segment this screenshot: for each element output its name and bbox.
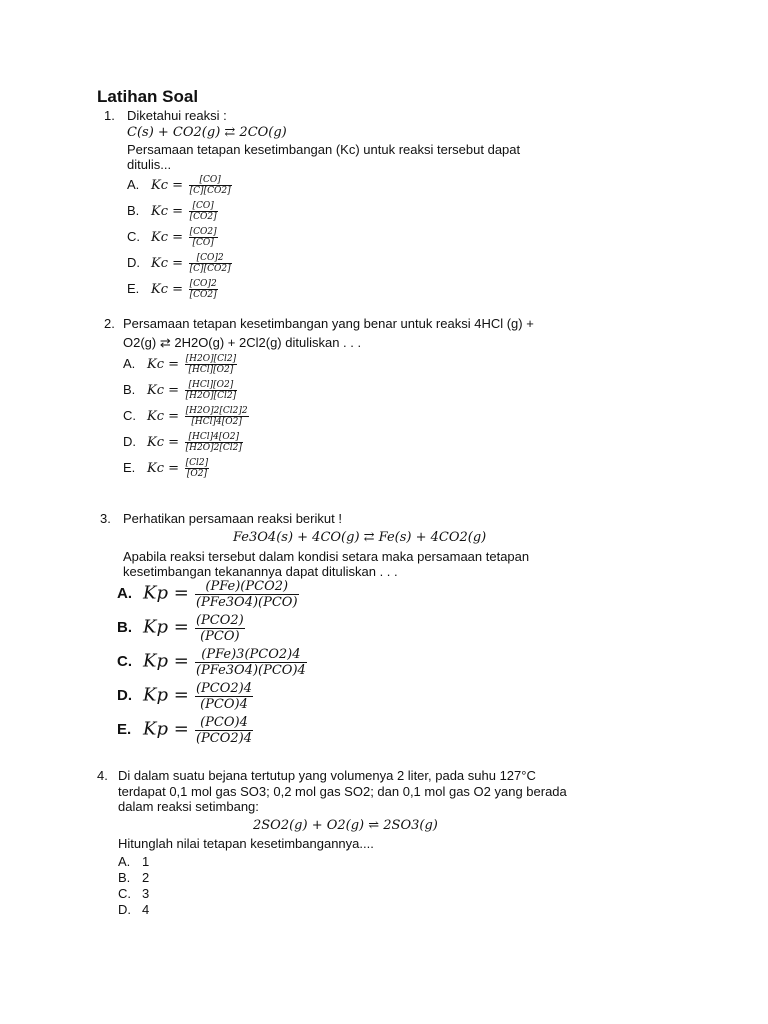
option-b[interactable]: B. Kp = $\frac{\text{(PCO2)}}{\text{(PCO)}}$ bbox=[117, 613, 244, 644]
question-number: 1. bbox=[104, 108, 115, 123]
reaction-equation: Fe3O4(s) + 4CO(g) ⇄ Fe(s) + 4CO2(g) bbox=[233, 530, 487, 545]
reaction-equation: C(s) + CO2(g) ⇄ 2CO(g) bbox=[127, 125, 287, 140]
question-prompt: Hitunglah nilai tetapan kesetimbangannya.... bbox=[118, 836, 374, 851]
fraction: $\frac{[CO]2}{[CO2]}$ bbox=[189, 279, 217, 300]
question-text: Di dalam suatu bejana tertutup yang volumenya 2 liter, pada suhu 127°C bbox=[118, 768, 536, 783]
question-prompt-cont: ditulis... bbox=[127, 157, 172, 172]
option-c[interactable]: C. Kp = $\frac{\text{(PFe)3(PCO2)4}}{\text{(PFe3O4)(PCO)4}}$ bbox=[117, 647, 306, 678]
question-text-cont: kesetimbangan tekanannya dapat dituliskan . . . bbox=[123, 564, 398, 579]
question-4 bbox=[97, 768, 587, 918]
option-d[interactable]: D. Kc = $\frac{[CO]2}{[C][CO2]}$ bbox=[127, 253, 231, 274]
option-b[interactable]: B. Kc = $\frac{[CO]}{[CO2]}$ bbox=[127, 201, 217, 222]
fraction: $\frac{\text{[HCl][O2]}}{[H2O][Cl2]}$ bbox=[185, 380, 237, 401]
question-intro: Diketahui reaksi : bbox=[127, 108, 227, 123]
question-text-cont: dalam reaksi setimbang: bbox=[118, 799, 259, 814]
fraction: $\frac{\text{(PFe)3(PCO2)4}}{\text{(PFe3O4)(PCO)4}}$ bbox=[195, 647, 306, 678]
fraction: $\frac{\text{(PCO2)}}{\text{(PCO)}}$ bbox=[195, 613, 244, 644]
option-e[interactable]: E. Kc = $\frac{[CO]2}{[CO2]}$ bbox=[127, 279, 217, 300]
fraction: $\frac{[H2O]2[Cl2]2}{\text{[HCl]4[O2]}}$ bbox=[185, 406, 248, 427]
fraction: $\frac{\text{(PCO)4}}{\text{(PCO2)4}}$ bbox=[195, 715, 252, 746]
question-number: 3. bbox=[100, 511, 111, 526]
option-a[interactable]: A. 1 bbox=[118, 854, 150, 869]
fraction: $\frac{[CO]}{[C][CO2]}$ bbox=[189, 175, 231, 196]
fraction: $\frac{\text{[HCl]4[O2]}}{[H2O]2[Cl2]}$ bbox=[185, 432, 242, 453]
fraction: $\frac{\text{(PCO2)4}}{\text{(PCO)4}}$ bbox=[195, 681, 252, 712]
option-c[interactable]: C. Kc = $\frac{[CO2]}{[CO]}$ bbox=[127, 227, 217, 248]
option-c[interactable]: C. Kc = $\frac{[H2O]2[Cl2]2}{\text{[HCl]4[O2]}}$ bbox=[123, 406, 248, 427]
question-2 bbox=[104, 316, 564, 488]
page-title: Latihan Soal bbox=[97, 87, 199, 106]
option-a[interactable]: A. Kc = $\frac{[CO]}{[C][CO2]}$ bbox=[127, 175, 231, 196]
question-prompt: Persamaan tetapan kesetimbangan (Kc) untuk reaksi tersebut dapat bbox=[127, 142, 521, 157]
option-e[interactable]: E. Kc = $\frac{[Cl2]}{[O2]}$ bbox=[123, 458, 209, 479]
reaction-equation: 2SO2(g) + O2(g) ⇌ 2SO3(g) bbox=[253, 818, 438, 833]
question-text: Apabila reaksi tersebut dalam kondisi setara maka persamaan tetapan bbox=[123, 549, 530, 564]
fraction: $\frac{\text{(PFe)(PCO2)}}{\text{(PFe3O4)(PCO)}}$ bbox=[195, 579, 298, 610]
option-d[interactable]: D. 4 bbox=[118, 902, 150, 917]
option-a[interactable]: A. Kp = $\frac{\text{(PFe)(PCO2)}}{\text{(PFe3O4)(PCO)}}$ bbox=[117, 579, 298, 610]
fraction: $\frac{[CO]2}{[C][CO2]}$ bbox=[189, 253, 231, 274]
question-number: 4. bbox=[97, 768, 108, 783]
option-b[interactable]: B. Kc = $\frac{\text{[HCl][O2]}}{[H2O][Cl2]}$ bbox=[123, 380, 237, 401]
question-text: Persamaan tetapan kesetimbangan yang benar untuk reaksi 4HCl (g) + bbox=[123, 316, 534, 331]
question-3 bbox=[100, 511, 580, 751]
fraction: $\frac{[H2O][Cl2]}{\text{[HCl][O2]}}$ bbox=[185, 354, 237, 375]
question-number: 2. bbox=[104, 316, 115, 331]
question-1 bbox=[104, 108, 544, 303]
option-d[interactable]: D. Kp = $\frac{\text{(PCO2)4}}{\text{(PCO)4}}$ bbox=[117, 681, 252, 712]
option-c[interactable]: C. 3 bbox=[118, 886, 150, 901]
question-intro: Perhatikan persamaan reaksi berikut ! bbox=[123, 511, 342, 526]
option-d[interactable]: D. Kc = $\frac{\text{[HCl]4[O2]}}{[H2O]2[Cl2]}$ bbox=[123, 432, 242, 453]
option-e[interactable]: E. Kp = $\frac{\text{(PCO)4}}{\text{(PCO2)4}}$ bbox=[117, 715, 252, 746]
question-text-cont: terdapat 0,1 mol gas SO3; 0,2 mol gas SO2; dan 0,1 mol gas O2 yang berada bbox=[118, 784, 567, 799]
option-b[interactable]: B. 2 bbox=[118, 870, 150, 885]
fraction: $\frac{[CO2]}{[CO]}$ bbox=[189, 227, 217, 248]
fraction: $\frac{[Cl2]}{[O2]}$ bbox=[185, 458, 209, 479]
question-text-cont: O2(g) ⇄ 2H2O(g) + 2Cl2(g) dituliskan . . . bbox=[123, 335, 362, 350]
fraction: $\frac{[CO]}{[CO2]}$ bbox=[189, 201, 217, 222]
option-a[interactable]: A. Kc = $\frac{[H2O][Cl2]}{\text{[HCl][O2]}}$ bbox=[123, 354, 237, 375]
